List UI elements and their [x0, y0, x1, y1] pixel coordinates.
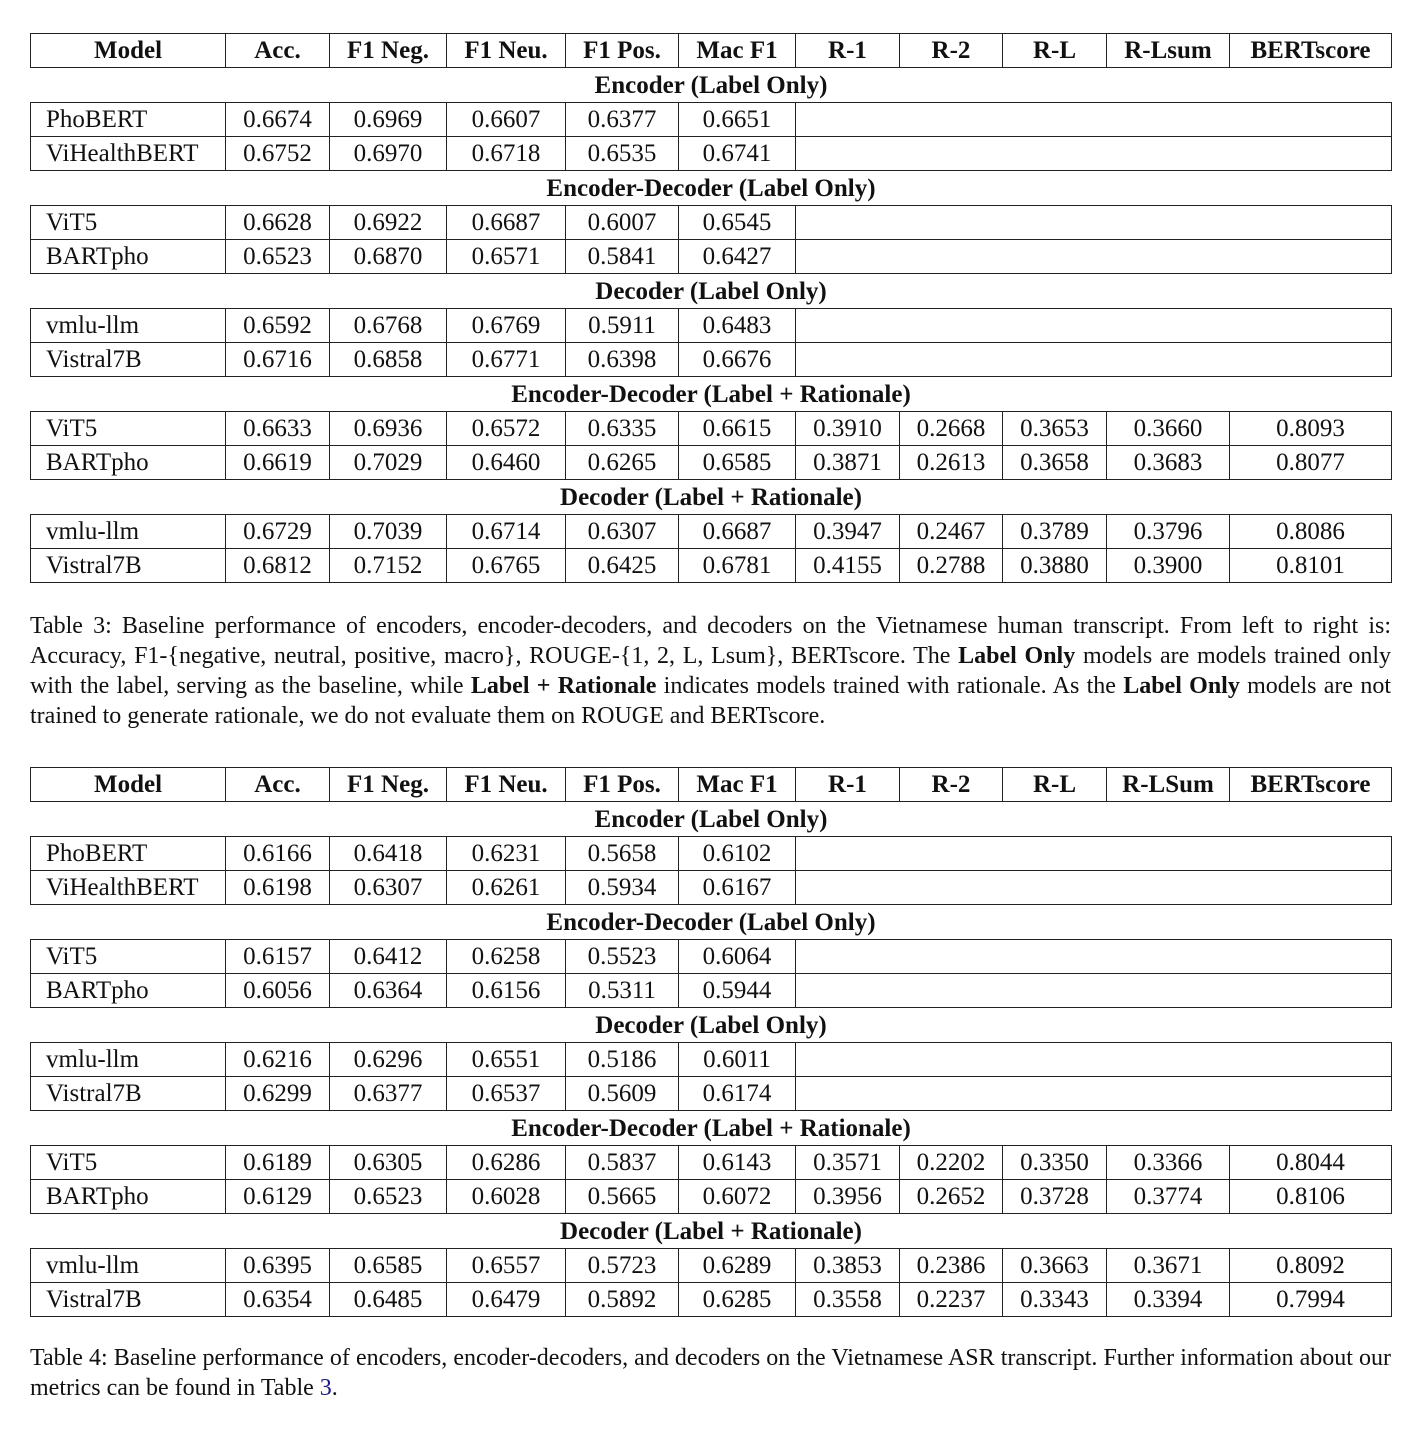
column-header: Acc. — [226, 34, 330, 68]
table-row — [31, 515, 1392, 549]
column-header: F1 Neg. — [330, 34, 447, 68]
metric-cell: 0.6768 — [330, 309, 447, 343]
metric-cell: 0.6537 — [447, 1077, 566, 1111]
metric-cell: 0.3728 — [1003, 1180, 1107, 1214]
empty-cell — [796, 940, 1392, 974]
section-header-row — [31, 802, 1392, 837]
column-header: Mac F1 — [679, 768, 796, 802]
model-name: vmlu-llm — [31, 515, 226, 549]
metric-cell: 0.3350 — [1003, 1146, 1107, 1180]
metric-cell: 0.6064 — [679, 940, 796, 974]
model-name: BARTpho — [31, 974, 226, 1008]
results-table-3 — [30, 33, 1392, 583]
column-header: R-L — [1003, 34, 1107, 68]
section-title: Encoder-Decoder (Label Only) — [546, 174, 876, 202]
metric-cell: 0.7152 — [330, 549, 447, 583]
metric-cell: 0.6765 — [447, 549, 566, 583]
metric-cell: 0.6305 — [330, 1146, 447, 1180]
metric-cell: 0.7029 — [330, 446, 447, 480]
metric-cell: 0.3683 — [1107, 446, 1230, 480]
table-reference-link[interactable]: 3 — [319, 1375, 332, 1401]
table-row — [31, 1180, 1392, 1214]
column-header: BERTscore — [1230, 34, 1392, 68]
metric-cell: 0.6335 — [566, 412, 679, 446]
model-name: Vistral7B — [31, 1283, 226, 1317]
results-table-4 — [30, 767, 1392, 1317]
table-row — [31, 240, 1392, 274]
metric-cell: 0.6741 — [679, 137, 796, 171]
column-header: R-2 — [900, 34, 1003, 68]
metric-cell: 0.3796 — [1107, 515, 1230, 549]
empty-cell — [796, 1043, 1392, 1077]
column-header: F1 Neu. — [447, 768, 566, 802]
section-header-row — [31, 1214, 1392, 1249]
metric-cell: 0.6156 — [447, 974, 566, 1008]
metric-cell: 0.6619 — [226, 446, 330, 480]
table-row — [31, 206, 1392, 240]
metric-cell: 0.5609 — [566, 1077, 679, 1111]
metric-cell: 0.6674 — [226, 103, 330, 137]
header-row — [31, 768, 1392, 802]
metric-cell: 0.6285 — [679, 1283, 796, 1317]
metric-cell: 0.3558 — [796, 1283, 900, 1317]
model-name: ViHealthBERT — [31, 871, 226, 905]
model-name: ViT5 — [31, 1146, 226, 1180]
metric-cell: 0.3789 — [1003, 515, 1107, 549]
column-header: Model — [31, 768, 226, 802]
metric-cell: 0.8086 — [1230, 515, 1392, 549]
section-title: Encoder-Decoder (Label + Rationale) — [511, 380, 911, 408]
metric-cell: 0.3671 — [1107, 1249, 1230, 1283]
section-header-row — [31, 1008, 1392, 1043]
empty-cell — [796, 1077, 1392, 1111]
metric-cell: 0.6729 — [226, 515, 330, 549]
empty-cell — [796, 137, 1392, 171]
metric-cell: 0.3956 — [796, 1180, 900, 1214]
metric-cell: 0.5723 — [566, 1249, 679, 1283]
metric-cell: 0.6056 — [226, 974, 330, 1008]
metric-cell: 0.6198 — [226, 871, 330, 905]
section-title: Encoder (Label Only) — [594, 805, 828, 833]
metric-cell: 0.6072 — [679, 1180, 796, 1214]
metric-cell: 0.8092 — [1230, 1249, 1392, 1283]
caption-text: models are models trained only with the label, serving as the baseline, while — [30, 643, 1392, 699]
metric-cell: 0.6289 — [679, 1249, 796, 1283]
caption-bold: Label Only — [958, 643, 1076, 669]
metric-cell: 0.3571 — [796, 1146, 900, 1180]
metric-cell: 0.6752 — [226, 137, 330, 171]
section-title: Decoder (Label + Rationale) — [560, 1217, 862, 1245]
metric-cell: 0.6166 — [226, 837, 330, 871]
empty-cell — [796, 343, 1392, 377]
metric-cell: 0.6523 — [330, 1180, 447, 1214]
column-header: F1 Pos. — [566, 34, 679, 68]
caption-text: Baseline performance of encoders, encoder-decoders, and decoders on the Vietnamese human transcript. From left to right is: Accuracy, F1-{negative, neutral, positive, macro}, ROUGE-{1, 2, L, Lsum}, BERTscore. The — [30, 613, 1391, 669]
table-row — [31, 837, 1392, 871]
metric-cell: 0.6189 — [226, 1146, 330, 1180]
metric-cell: 0.5658 — [566, 837, 679, 871]
section-title: Decoder (Label Only) — [595, 277, 827, 305]
metric-cell: 0.6143 — [679, 1146, 796, 1180]
caption-text: . — [331, 1375, 338, 1401]
metric-cell: 0.6485 — [330, 1283, 447, 1317]
metric-cell: 0.5186 — [566, 1043, 679, 1077]
column-header: R-2 — [900, 768, 1003, 802]
metric-cell: 0.6858 — [330, 343, 447, 377]
table-row — [31, 1249, 1392, 1283]
table-3-caption — [30, 611, 1391, 731]
metric-cell: 0.6572 — [447, 412, 566, 446]
metric-cell: 0.3660 — [1107, 412, 1230, 446]
section-header-row — [31, 480, 1392, 515]
metric-cell: 0.6307 — [330, 871, 447, 905]
metric-cell: 0.6377 — [566, 103, 679, 137]
metric-cell: 0.8044 — [1230, 1146, 1392, 1180]
caption-label: Table 3: — [30, 613, 112, 639]
metric-cell: 0.3853 — [796, 1249, 900, 1283]
model-name: BARTpho — [31, 240, 226, 274]
caption-text: Baseline performance of encoders, encoder-decoders, and decoders on the Vietnamese ASR transcript. Further information about our metrics can be found in Table — [30, 1345, 1391, 1401]
metric-cell: 0.3343 — [1003, 1283, 1107, 1317]
metric-cell: 0.5934 — [566, 871, 679, 905]
model-name: Vistral7B — [31, 343, 226, 377]
model-name: PhoBERT — [31, 103, 226, 137]
metric-cell: 0.3366 — [1107, 1146, 1230, 1180]
metric-cell: 0.6592 — [226, 309, 330, 343]
empty-cell — [796, 206, 1392, 240]
empty-cell — [796, 837, 1392, 871]
metric-cell: 0.6286 — [447, 1146, 566, 1180]
section-header-row — [31, 274, 1392, 309]
metric-cell: 0.6771 — [447, 343, 566, 377]
metric-cell: 0.6157 — [226, 940, 330, 974]
column-header: R-Lsum — [1107, 34, 1230, 68]
column-header: R-1 — [796, 34, 900, 68]
metric-cell: 0.8093 — [1230, 412, 1392, 446]
table-row — [31, 974, 1392, 1008]
model-name: ViT5 — [31, 412, 226, 446]
section-header-row — [31, 905, 1392, 940]
metric-cell: 0.6676 — [679, 343, 796, 377]
metric-cell: 0.4155 — [796, 549, 900, 583]
metric-cell: 0.6651 — [679, 103, 796, 137]
caption-bold: Label Only — [1123, 673, 1240, 699]
column-header: F1 Neg. — [330, 768, 447, 802]
model-name: ViT5 — [31, 206, 226, 240]
metric-cell: 0.6425 — [566, 549, 679, 583]
caption-label: Table 4: — [30, 1345, 108, 1371]
metric-cell: 0.6174 — [679, 1077, 796, 1111]
metric-cell: 0.2467 — [900, 515, 1003, 549]
metric-cell: 0.6258 — [447, 940, 566, 974]
column-header: R-L — [1003, 768, 1107, 802]
metric-cell: 0.6769 — [447, 309, 566, 343]
section-header-row — [31, 68, 1392, 103]
metric-cell: 0.6007 — [566, 206, 679, 240]
metric-cell: 0.6585 — [679, 446, 796, 480]
metric-cell: 0.7039 — [330, 515, 447, 549]
empty-cell — [796, 974, 1392, 1008]
metric-cell: 0.3910 — [796, 412, 900, 446]
metric-cell: 0.6535 — [566, 137, 679, 171]
table-row — [31, 137, 1392, 171]
column-header: R-LSum — [1107, 768, 1230, 802]
metric-cell: 0.6479 — [447, 1283, 566, 1317]
metric-cell: 0.5311 — [566, 974, 679, 1008]
metric-cell: 0.2652 — [900, 1180, 1003, 1214]
section-header-row — [31, 171, 1392, 206]
section-title: Decoder (Label + Rationale) — [560, 483, 862, 511]
metric-cell: 0.6551 — [447, 1043, 566, 1077]
metric-cell: 0.5523 — [566, 940, 679, 974]
metric-cell: 0.2668 — [900, 412, 1003, 446]
table-row — [31, 343, 1392, 377]
model-name: vmlu-llm — [31, 309, 226, 343]
metric-cell: 0.6615 — [679, 412, 796, 446]
metric-cell: 0.6216 — [226, 1043, 330, 1077]
metric-cell: 0.6523 — [226, 240, 330, 274]
section-header-row — [31, 377, 1392, 412]
model-name: BARTpho — [31, 446, 226, 480]
metric-cell: 0.6585 — [330, 1249, 447, 1283]
metric-cell: 0.6167 — [679, 871, 796, 905]
metric-cell: 0.6607 — [447, 103, 566, 137]
metric-cell: 0.5665 — [566, 1180, 679, 1214]
metric-cell: 0.6781 — [679, 549, 796, 583]
table-row — [31, 412, 1392, 446]
metric-cell: 0.6011 — [679, 1043, 796, 1077]
table-row — [31, 1077, 1392, 1111]
metric-cell: 0.5944 — [679, 974, 796, 1008]
metric-cell: 0.6483 — [679, 309, 796, 343]
metric-cell: 0.8101 — [1230, 549, 1392, 583]
table-row — [31, 1146, 1392, 1180]
caption-text: models are not trained to generate rationale, we do not evaluate them on ROUGE and BERTscore. — [30, 673, 1392, 729]
table-row — [31, 1283, 1392, 1317]
metric-cell: 0.6812 — [226, 549, 330, 583]
empty-cell — [796, 240, 1392, 274]
metric-cell: 0.6265 — [566, 446, 679, 480]
metric-cell: 0.6418 — [330, 837, 447, 871]
section-title: Decoder (Label Only) — [595, 1011, 827, 1039]
metric-cell: 0.6870 — [330, 240, 447, 274]
metric-cell: 0.8077 — [1230, 446, 1392, 480]
table-row — [31, 940, 1392, 974]
metric-cell: 0.6102 — [679, 837, 796, 871]
metric-cell: 0.3880 — [1003, 549, 1107, 583]
model-name: Vistral7B — [31, 549, 226, 583]
column-header: F1 Neu. — [447, 34, 566, 68]
metric-cell: 0.6969 — [330, 103, 447, 137]
metric-cell: 0.3394 — [1107, 1283, 1230, 1317]
metric-cell: 0.6307 — [566, 515, 679, 549]
section-title: Encoder-Decoder (Label Only) — [546, 908, 876, 936]
model-name: PhoBERT — [31, 837, 226, 871]
model-name: vmlu-llm — [31, 1043, 226, 1077]
metric-cell: 0.6557 — [447, 1249, 566, 1283]
table-row — [31, 1043, 1392, 1077]
column-header: Mac F1 — [679, 34, 796, 68]
empty-cell — [796, 103, 1392, 137]
metric-cell: 0.6231 — [447, 837, 566, 871]
metric-cell: 0.6687 — [679, 515, 796, 549]
metric-cell: 0.6571 — [447, 240, 566, 274]
metric-cell: 0.6398 — [566, 343, 679, 377]
metric-cell: 0.6296 — [330, 1043, 447, 1077]
metric-cell: 0.6377 — [330, 1077, 447, 1111]
metric-cell: 0.6628 — [226, 206, 330, 240]
empty-cell — [796, 309, 1392, 343]
metric-cell: 0.6427 — [679, 240, 796, 274]
metric-cell: 0.7994 — [1230, 1283, 1392, 1317]
column-header: F1 Pos. — [566, 768, 679, 802]
metric-cell: 0.3947 — [796, 515, 900, 549]
table-row — [31, 871, 1392, 905]
model-name: ViT5 — [31, 940, 226, 974]
metric-cell: 0.5892 — [566, 1283, 679, 1317]
metric-cell: 0.6718 — [447, 137, 566, 171]
metric-cell: 0.6687 — [447, 206, 566, 240]
column-header: Model — [31, 34, 226, 68]
metric-cell: 0.6460 — [447, 446, 566, 480]
metric-cell: 0.3774 — [1107, 1180, 1230, 1214]
table-row — [31, 446, 1392, 480]
metric-cell: 0.6395 — [226, 1249, 330, 1283]
metric-cell: 0.2202 — [900, 1146, 1003, 1180]
metric-cell: 0.6922 — [330, 206, 447, 240]
column-header: BERTscore — [1230, 768, 1392, 802]
metric-cell: 0.6633 — [226, 412, 330, 446]
metric-cell: 0.6299 — [226, 1077, 330, 1111]
metric-cell: 0.6716 — [226, 343, 330, 377]
metric-cell: 0.2386 — [900, 1249, 1003, 1283]
metric-cell: 0.6412 — [330, 940, 447, 974]
caption-text: indicates models trained with rationale. As the — [656, 673, 1124, 699]
section-title: Encoder-Decoder (Label + Rationale) — [511, 1114, 911, 1142]
table-row — [31, 103, 1392, 137]
metric-cell: 0.2613 — [900, 446, 1003, 480]
model-name: BARTpho — [31, 1180, 226, 1214]
metric-cell: 0.6714 — [447, 515, 566, 549]
metric-cell: 0.6354 — [226, 1283, 330, 1317]
column-header: R-1 — [796, 768, 900, 802]
section-title: Encoder (Label Only) — [594, 71, 828, 99]
header-row — [31, 34, 1392, 68]
table-4-caption — [30, 1343, 1391, 1403]
metric-cell: 0.6936 — [330, 412, 447, 446]
metric-cell: 0.3871 — [796, 446, 900, 480]
model-name: vmlu-llm — [31, 1249, 226, 1283]
metric-cell: 0.5841 — [566, 240, 679, 274]
table-row — [31, 549, 1392, 583]
metric-cell: 0.8106 — [1230, 1180, 1392, 1214]
metric-cell: 0.3653 — [1003, 412, 1107, 446]
model-name: Vistral7B — [31, 1077, 226, 1111]
column-header: Acc. — [226, 768, 330, 802]
caption-bold: Label + Rationale — [470, 673, 657, 699]
metric-cell: 0.6028 — [447, 1180, 566, 1214]
section-header-row — [31, 1111, 1392, 1146]
metric-cell: 0.5911 — [566, 309, 679, 343]
metric-cell: 0.5837 — [566, 1146, 679, 1180]
metric-cell: 0.3658 — [1003, 446, 1107, 480]
empty-cell — [796, 871, 1392, 905]
metric-cell: 0.6261 — [447, 871, 566, 905]
metric-cell: 0.3663 — [1003, 1249, 1107, 1283]
metric-cell: 0.2788 — [900, 549, 1003, 583]
metric-cell: 0.6970 — [330, 137, 447, 171]
model-name: ViHealthBERT — [31, 137, 226, 171]
metric-cell: 0.6129 — [226, 1180, 330, 1214]
metric-cell: 0.3900 — [1107, 549, 1230, 583]
metric-cell: 0.2237 — [900, 1283, 1003, 1317]
table-row — [31, 309, 1392, 343]
metric-cell: 0.6545 — [679, 206, 796, 240]
metric-cell: 0.6364 — [330, 974, 447, 1008]
